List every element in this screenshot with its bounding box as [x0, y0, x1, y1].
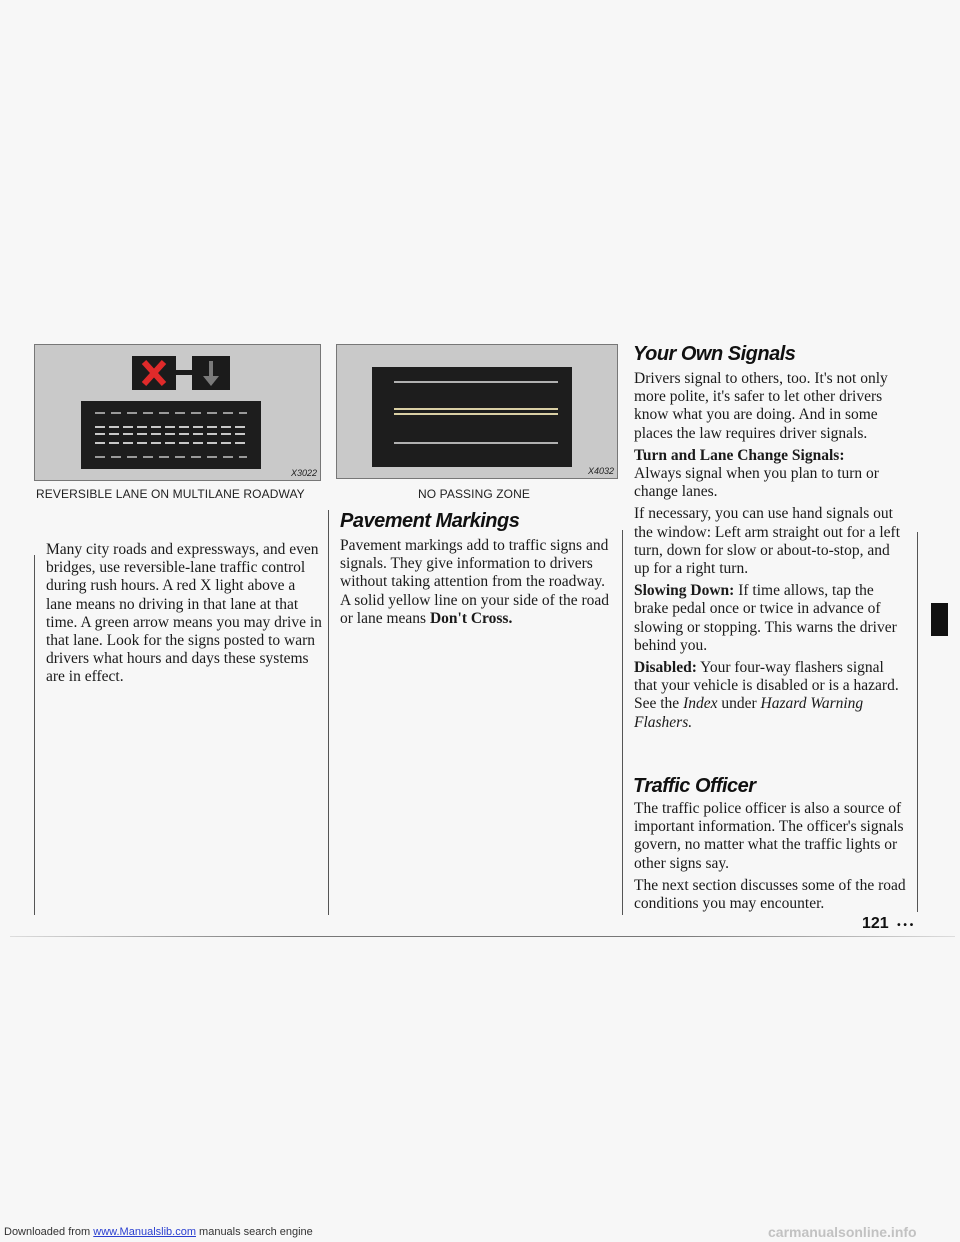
- figure-caption-reversible: REVERSIBLE LANE ON MULTILANE ROADWAY: [36, 487, 305, 501]
- column-3: [634, 370, 906, 732]
- dont-cross-emphasis: Don't Cross.: [429, 609, 513, 627]
- figure-code: X4032: [587, 466, 614, 476]
- column-1: [46, 541, 322, 687]
- download-header: Downloaded from www.Manualslib.com manuals search engine: [4, 1226, 313, 1238]
- multilane-roadway: [81, 401, 261, 469]
- next-section-paragraph: The next section discusses some of the road conditions you may encounter.: [634, 876, 906, 913]
- turn-signals-paragraph: Turn and Lane Change Signals: Always signal when you plan to turn or change lanes.: [634, 446, 879, 501]
- page-number: 121 • • •: [862, 915, 914, 932]
- disabled-paragraph: Disabled: Your four-way flashers signal that your vehicle is disabled or is a hazard. See the Index under Hazard Warning Flashers.: [634, 659, 899, 731]
- signals-intro-paragraph: Drivers signal to others, too. It's not only more polite, it's safer to let other drivers know what you are doing. And in some places the law requires driver signals.: [634, 370, 888, 442]
- reversible-lane-paragraph: Many city roads and expressways, and even bridges, use reversible-lane traffic control during rush hours. A red X light above a lane means no driving in that lane at that time. A green arrow means you may drive in that lane. Look for the signs posted to warn drivers what hours and days these systems are in effect.: [46, 541, 322, 686]
- pavement-paragraph: Pavement markings add to traffic signs and signals. They give information to drivers without taking attention from the roadway. A solid yellow line on your side of the road or lane means Don't Cross.: [340, 537, 610, 627]
- heading-traffic-officer: Traffic Officer: [633, 775, 756, 797]
- footer-rule: [10, 936, 955, 937]
- column-rule-left: [34, 555, 35, 915]
- figure-reversible-lane: [34, 344, 321, 481]
- slowing-down-paragraph: Slowing Down: If time allows, tap the brake pedal once or twice in advance of slowing or stopping. This warns the driver behind you.: [634, 582, 897, 654]
- figure-caption-no-passing: NO PASSING ZONE: [418, 487, 530, 501]
- lane-lines: [81, 401, 261, 469]
- heading-your-own-signals: Your Own Signals: [633, 343, 796, 365]
- figure-code: X3022: [290, 468, 317, 478]
- heading-pavement-markings: Pavement Markings: [340, 510, 520, 532]
- figure-no-passing-zone: [336, 344, 618, 479]
- pavement-lines: [372, 367, 572, 467]
- signal-bracket: [176, 370, 192, 375]
- manualslib-link[interactable]: www.Manualslib.com: [93, 1226, 196, 1238]
- column-rule-outer: [917, 532, 918, 912]
- column-2: [340, 537, 618, 628]
- column-rule-middle: [328, 510, 329, 915]
- red-x-signal: [132, 356, 176, 390]
- column-3-lower: [634, 800, 906, 913]
- green-arrow-signal: [192, 356, 230, 390]
- section-tab-marker: [931, 603, 948, 636]
- traffic-officer-paragraph: The traffic police officer is also a source of important information. The officer's signals govern, no matter what the traffic lights or other signs say.: [634, 800, 904, 872]
- pavement-view: [372, 367, 572, 467]
- red-x-icon: [132, 356, 176, 390]
- watermark: carmanualsonline.info: [768, 1224, 917, 1240]
- hand-signals-paragraph: If necessary, you can use hand signals out the window: Left arm straight out for a left turn, down for slow or about-to-stop, and up for a right turn.: [634, 505, 901, 578]
- column-rule-right: [622, 530, 623, 915]
- green-arrow-icon: [192, 356, 230, 390]
